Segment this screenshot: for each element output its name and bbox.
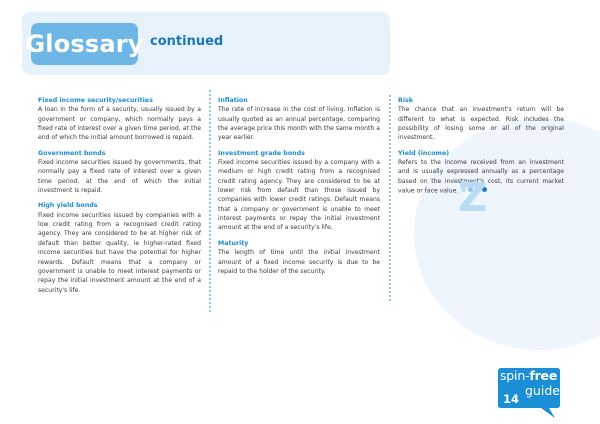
page-number: 14: [503, 392, 520, 406]
glossary-definition: The chance that an investment's return will be different to what is expected. Risk includes the possibility of losing some or all of the original investment.: [398, 106, 564, 142]
glossary-entry: [218, 239, 380, 276]
glossary-term: High yield bonds: [38, 202, 98, 210]
glossary-term: Fixed income security/securities: [38, 97, 153, 104]
column-divider: [209, 90, 213, 312]
glossary-definition: The rate of increase in the cost of living. Inflation is usually quoted as an annual percentage, comparing the average price this month with the same month a year earlier.: [218, 106, 380, 142]
glossary-term: Maturity: [218, 239, 249, 247]
glossary-entry: [398, 96, 564, 143]
logo-text: [500, 369, 557, 383]
glossary-definition: Fixed income securities issued by governments, that normally pay a fixed rate of interest over a given time period, at the end of which the initial investment is repaid.: [38, 159, 201, 195]
glossary-definition: The length of time until the initial investment amount of a fixed income security is due to be repaid to the holder of the security.: [218, 249, 380, 275]
glossary-definition: Fixed income securities issued by a company with a medium or high credit rating from a recognised credit rating agency. They are considered to be at lower risk from default than those issued by companies with lower credit ratings. Default means that a company or government is unable to meet interest payments or repay the initial investment amount at the end of a security's life.: [218, 159, 380, 232]
glossary-entry: [218, 149, 380, 233]
glossary-entry: [218, 96, 380, 143]
glossary-entry: [38, 96, 201, 143]
glossary-term: Government bonds: [38, 149, 106, 157]
logo-word-spin: spin-: [500, 368, 530, 383]
glossary-term: Yield (income): [398, 149, 450, 157]
logo-word-free: free: [529, 368, 558, 383]
page-title: Glossary: [31, 23, 138, 65]
glossary-term: Inflation: [218, 97, 248, 104]
glossary-column-2: [218, 96, 380, 282]
logo-word-guide: guide: [525, 383, 560, 398]
section-letter: Z: [458, 175, 488, 221]
glossary-definition-text: Refers to the income received from an investment and is usually expressed annually as a percentage based on the investment's cost, its current market value or face value.: [398, 159, 564, 195]
glossary-entry: [38, 201, 201, 294]
glossary-column-1: [38, 96, 201, 301]
glossary-term: Risk: [398, 97, 413, 104]
glossary-entry: [38, 149, 201, 196]
glossary-definition: Fixed income securities issued by companies with a low credit rating from a recognised credit rating agency. They are considered to be at higher risk of default than better quality, ie higher-rated fixed income securities but have the potential for higher rewards. Default means that a company or government is unable to meet interest payments or repay the initial investment amount at the end of a security's life.: [38, 211, 201, 294]
glossary-definition: A loan in the form of a security, usually issued by a government or company, which normally pays a fixed rate of interest over a given time period, at the end of which the initial amount borrowed is repaid.: [38, 106, 201, 142]
column-divider: [389, 95, 393, 301]
glossary-term: Investment grade bonds: [218, 149, 305, 157]
page-subtitle: continued: [150, 34, 224, 49]
